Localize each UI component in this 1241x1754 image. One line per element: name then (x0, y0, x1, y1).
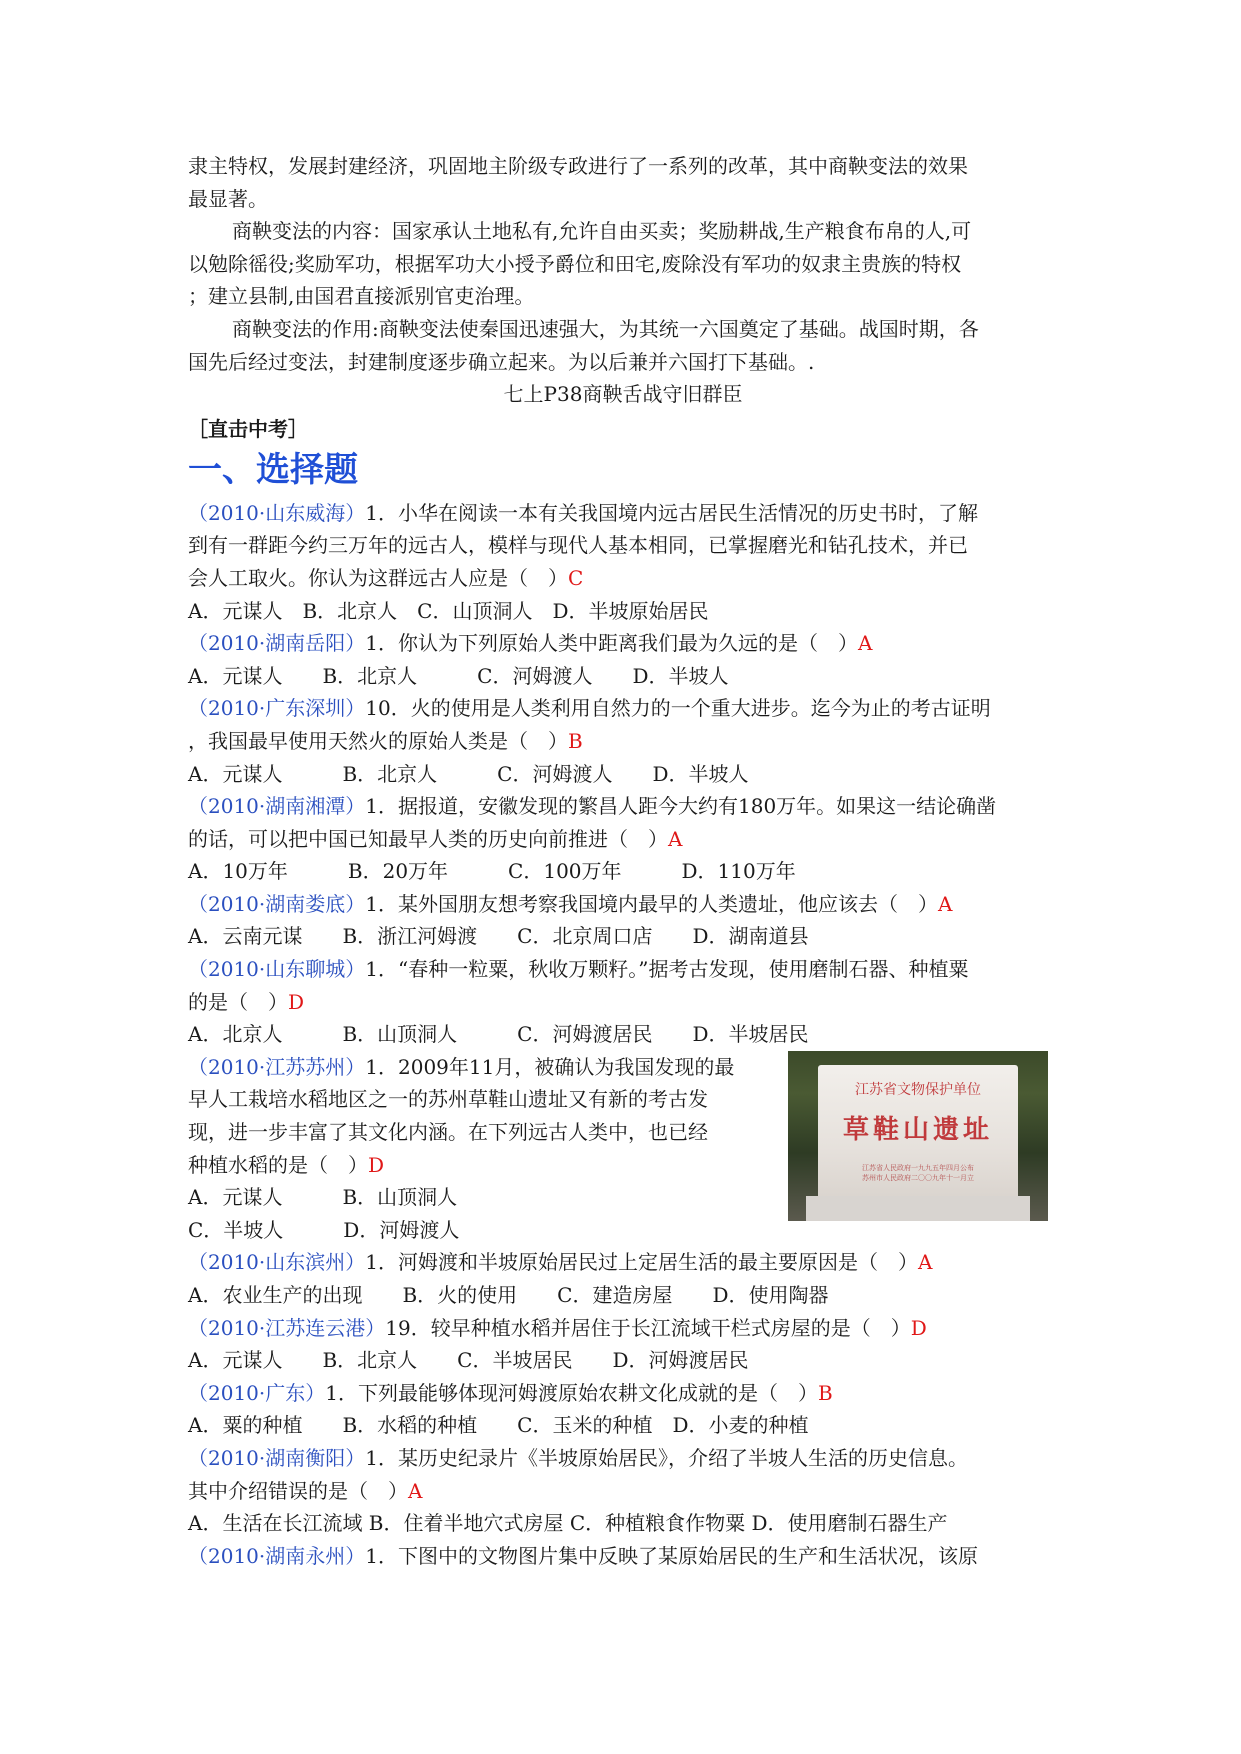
content-line: 商鞅变法的内容：国家承认土地私有,允许自由买卖；奖励耕战,生产粮食布帛的人,可 (232, 219, 972, 244)
options-line: A．元谋人 B．山顶洞人 (188, 1185, 458, 1210)
answer-letter: D (910, 1315, 927, 1340)
content-line: ；建立县制,由国君直接派别官吏治理。 (188, 284, 535, 309)
question-text: 1．下图中的文物图片集中反映了某原始居民的生产和生活状况，该原 (365, 1543, 978, 1568)
question-line (188, 953, 1058, 986)
answer-letter: C (568, 565, 584, 590)
question-line (188, 790, 1058, 823)
options-line: A．10万年 B．20万年 C．100万年 D．110万年 (188, 859, 796, 884)
tablet-heading: 江苏省文物保护单位 (855, 1081, 981, 1098)
options-line: A．元谋人 B．北京人 C．河姆渡人 D．半坡人 (188, 761, 749, 786)
question-line (188, 725, 1058, 758)
intro-line: 最显著。 (188, 186, 268, 211)
answer-letter: A (858, 631, 873, 656)
question-source: （2010·广东深圳） (188, 696, 366, 721)
question-text: 会人工取火。你认为这群远古人应是（ ） (188, 565, 568, 590)
question-text: 1．河姆渡和半坡原始居民过上定居生活的最主要原因是（ ） (365, 1250, 918, 1275)
textbook-reference: 七上P38商鞅舌战守旧群臣 (503, 382, 743, 407)
question-text: 其中介绍错误的是（ ） (188, 1478, 408, 1503)
question-text: 1．“春种一粒粟，秋收万颗籽。”据考古发现，使用磨制石器、种植粟 (365, 957, 969, 982)
question-line (188, 497, 1058, 530)
answer-letter: B (818, 1380, 833, 1405)
question-text: 1．下列最能够体现河姆渡原始农耕文化成就的是（ ） (325, 1380, 818, 1405)
caoxieshan-site-photo (788, 1051, 1048, 1221)
tablet-inscription: 江苏省人民政府一九九五年四月公布 苏州市人民政府二〇〇九年十一月立 (862, 1163, 974, 1182)
questions-group-1 (188, 497, 1058, 1051)
question-source: （2010·山东滨州） (188, 1250, 366, 1275)
question-text: 种植水稻的是（ ） (188, 1152, 368, 1177)
content-line: 以勉除徭役;奖励军功，根据军功大小授予爵位和田宅,废除没有军功的奴隶主贵族的特权 (188, 251, 962, 276)
answer-letter: D (368, 1152, 385, 1177)
question-text: 1．某外国朋友想考察我国境内最早的人类遗址，他应该去（ ） (365, 891, 938, 916)
question-source: （2010·广东） (188, 1380, 326, 1405)
stone-tablet (818, 1065, 1018, 1203)
options-line: A．农业生产的出现 B．火的使用 C．建造房屋 D．使用陶器 (188, 1283, 829, 1307)
answer-letter: A (938, 891, 953, 916)
question-line (188, 986, 1058, 1019)
question-line (188, 1377, 1058, 1410)
question-line (188, 1246, 1058, 1279)
effect-line: 国先后经过变法，封建制度逐步确立起来。为以后兼并六国打下基础。. (188, 349, 815, 374)
questions-group-2 (188, 1246, 1058, 1539)
question-suzhou (188, 1051, 1058, 1247)
question-line (188, 529, 1058, 562)
question-source: （2010·湖南衡阳） (188, 1445, 366, 1470)
question-text: 10．火的使用是人类利用自然力的一个重大进步。迄今为止的考古证明 (365, 696, 991, 721)
question-source: （2010·江苏苏州） (188, 1054, 366, 1079)
tablet-base (806, 1196, 1030, 1221)
options-line: A．粟的种植 B．水稻的种植 C．玉米的种植 D．小麦的种植 (188, 1413, 809, 1438)
options-line: A．生活在长江流域 B．住着半地穴式房屋 C．种植粮食作物粟 D．使用磨制石器生产 (188, 1511, 948, 1536)
question-line (188, 1312, 1058, 1345)
effect-line: 商鞅变法的作用:商鞅变法使秦国迅速强大，为其统一六国奠定了基础。战国时期，各 (232, 316, 979, 341)
question-text: ，我国最早使用天然火的原始人类是（ ） (188, 728, 568, 753)
question-text: 1．某历史纪录片《半坡原始居民》，介绍了半坡人生活的历史信息。 (365, 1445, 968, 1470)
question-source: （2010·湖南永州） (188, 1543, 366, 1568)
options-line: A．云南元谋 B．浙江河姆渡 C．北京周口店 D．湖南道县 (188, 924, 809, 949)
options-line: A．北京人 B．山顶洞人 C．河姆渡居民 D．半坡居民 (188, 1022, 809, 1047)
options-line: C．半坡人 D．河姆渡人 (188, 1217, 460, 1242)
question-line (188, 562, 1058, 595)
answer-letter: A (408, 1478, 423, 1503)
answer-letter: A (668, 826, 683, 851)
question-source: （2010·山东聊城） (188, 957, 366, 982)
question-line (188, 823, 1058, 856)
question-source: （2010·湖南湘潭） (188, 794, 366, 819)
intro-line: 隶主特权，发展封建经济，巩固地主阶级专政进行了一系列的改革，其中商鞅变法的效果 (188, 154, 968, 178)
question-line (188, 692, 1058, 725)
question-text: 到有一群距今约三万年的远古人，模样与现代人基本相同，已掌握磨光和钻孔技术，并已 (188, 533, 968, 558)
question-text: 19．较早种植水稻并居住于长江流域干栏式房屋的是（ ） (385, 1315, 911, 1340)
question-line (188, 1442, 1058, 1475)
answer-letter: B (568, 728, 583, 753)
question-line (188, 1540, 1058, 1573)
options-line: A．元谋人 B．北京人 C．山顶洞人 D．半坡原始居民 (188, 598, 709, 623)
document-page (188, 150, 1058, 1572)
question-line: 早人工栽培水稻地区之一的苏州草鞋山遗址又有新的考古发 (188, 1087, 708, 1112)
question-text: 1．小华在阅读一本有关我国境内远古居民生活情况的历史书时，了解 (365, 500, 978, 525)
answer-letter: D (288, 989, 305, 1014)
question-line (188, 627, 1058, 660)
question-line (188, 1475, 1058, 1508)
question-source: （2010·江苏连云港） (188, 1315, 386, 1340)
options-line: A．元谋人 B．北京人 C．河姆渡人 D．半坡人 (188, 663, 729, 688)
options-line: A．元谋人 B．北京人 C．半坡居民 D．河姆渡居民 (188, 1348, 749, 1373)
question-source: （2010·湖南娄底） (188, 891, 366, 916)
question-text: 1．据报道，安徽发现的繁昌人距今大约有180万年。如果这一结论确凿 (365, 794, 997, 819)
question-text: 的话，可以把中国已知最早人类的历史向前推进（ ） (188, 826, 668, 851)
question-source: （2010·湖南岳阳） (188, 631, 366, 656)
question-text: 1．2009年11月，被确认为我国发现的最 (365, 1054, 735, 1079)
section-label: ［直击中考］ (188, 416, 308, 441)
question-text: 1．你认为下列原始人类中距离我们最为久远的是（ ） (365, 631, 858, 656)
question-text: 的是（ ） (188, 989, 288, 1014)
question-source: （2010·山东威海） (188, 500, 366, 525)
question-line: 现，进一步丰富了其文化内涵。在下列远古人类中，也已经 (188, 1120, 708, 1145)
answer-letter: A (918, 1250, 933, 1275)
section-heading: 一、选择题 (188, 449, 358, 490)
tablet-title: 草鞋山遗址 (842, 1114, 993, 1145)
question-line (188, 888, 1058, 921)
